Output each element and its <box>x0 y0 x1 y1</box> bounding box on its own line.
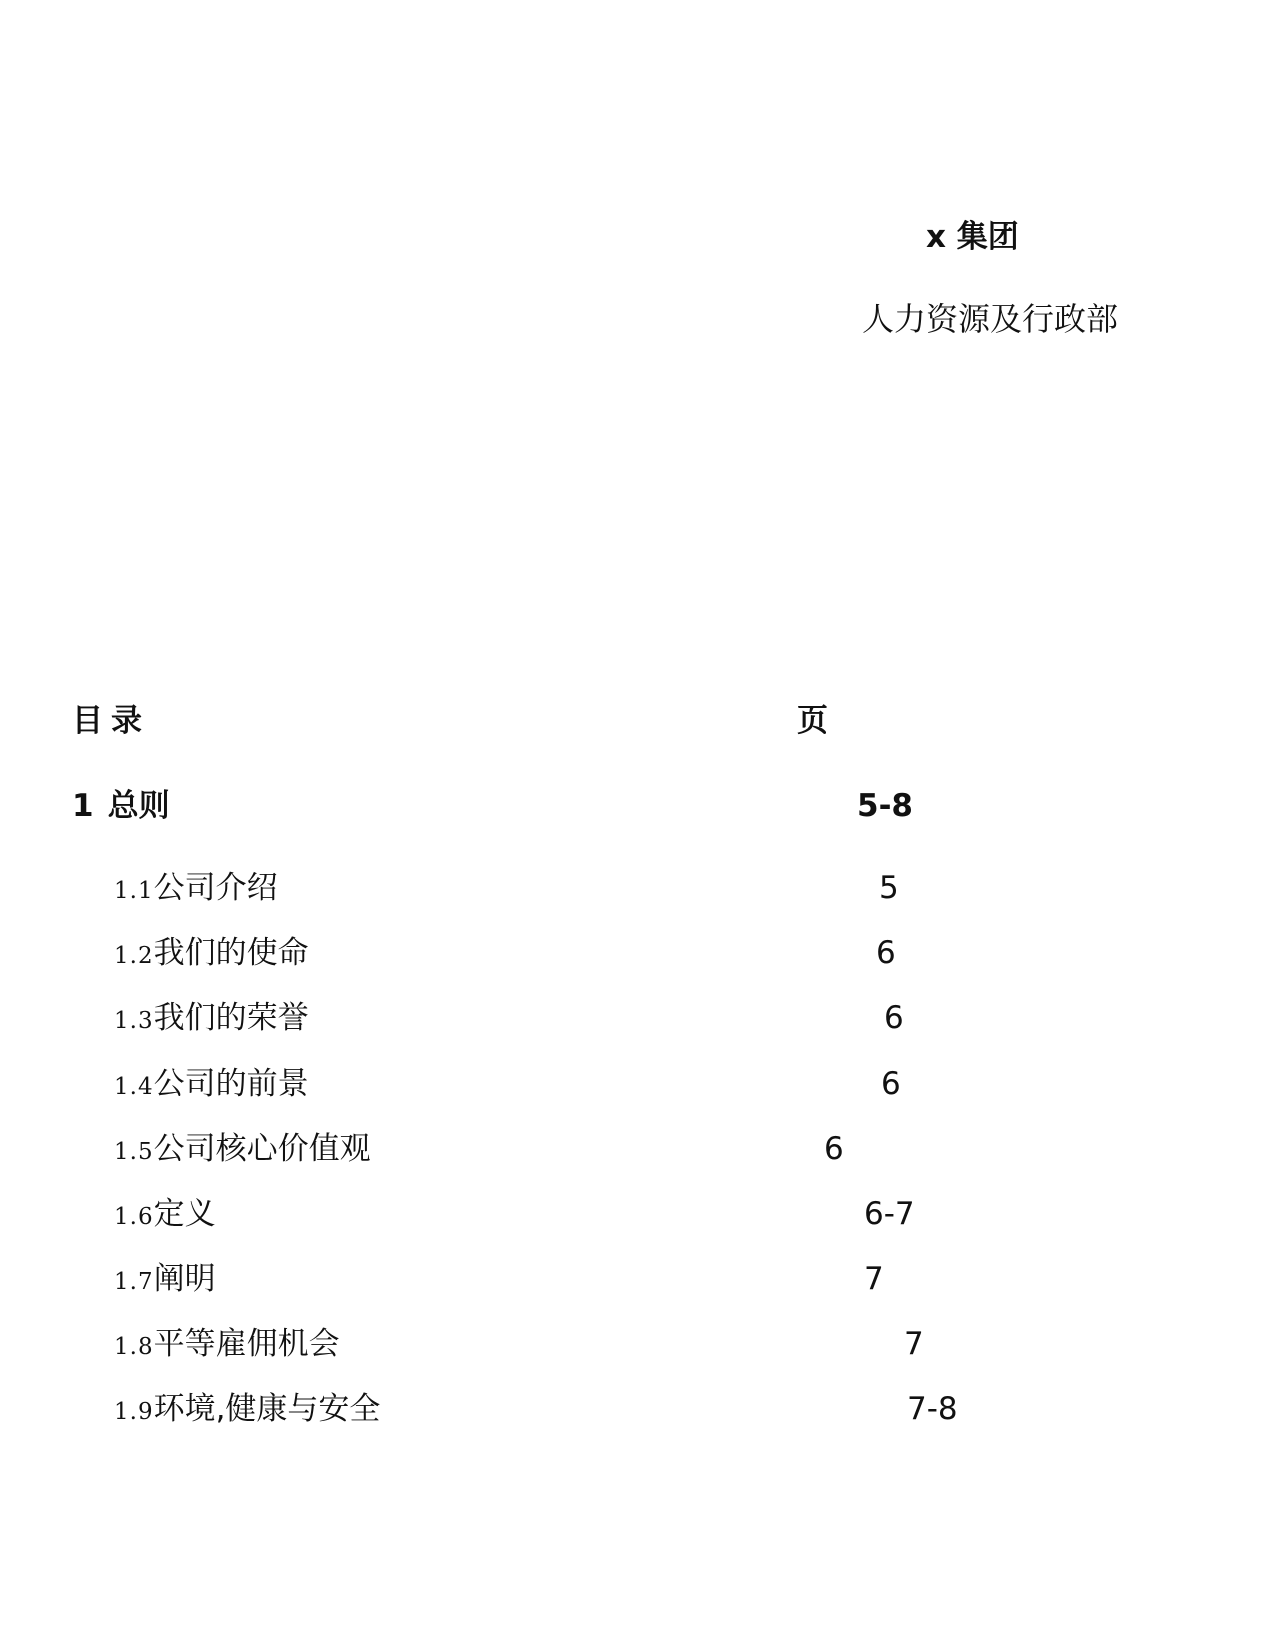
toc-item-page: 5 <box>879 870 899 906</box>
toc-item-page: 6 <box>824 1131 844 1167</box>
toc-item-title: 公司核心价值观 <box>153 1131 371 1167</box>
section-number: 1 <box>72 788 94 824</box>
toc-item-number: 1.3 <box>114 1008 154 1034</box>
toc-item-page: 7 <box>864 1261 884 1297</box>
toc-item[interactable] <box>114 1326 340 1362</box>
toc-item-page: 6 <box>876 935 896 971</box>
toc-item-page: 6-7 <box>864 1196 915 1232</box>
toc-item-title: 公司的前景 <box>153 1066 309 1102</box>
toc-title: 目录 <box>72 703 150 739</box>
toc-item-number: 1.8 <box>114 1334 154 1360</box>
toc-item-title: 定义 <box>153 1196 216 1232</box>
toc-item-title: 阐明 <box>153 1261 216 1297</box>
toc-item-title: 平等雇佣机会 <box>153 1326 340 1362</box>
toc-item-page: 7-8 <box>907 1391 958 1427</box>
toc-item-number: 1.6 <box>114 1204 154 1230</box>
toc-item[interactable] <box>114 935 309 971</box>
toc-item[interactable] <box>114 870 278 906</box>
toc-item-number: 1.7 <box>114 1269 154 1295</box>
toc-item-title: 我们的使命 <box>153 935 309 971</box>
department-name: 人力资源及行政部 <box>862 300 1119 338</box>
toc-item-number: 1.5 <box>114 1139 154 1165</box>
toc-section-pages: 5-8 <box>857 788 914 824</box>
toc-page-header: 页 <box>797 703 828 739</box>
section-title: 总则 <box>107 788 170 824</box>
toc-item-number: 1.2 <box>114 943 154 969</box>
toc-item-title: 环境,健康与安全 <box>153 1391 381 1427</box>
toc-item[interactable] <box>114 1066 309 1102</box>
toc-item[interactable] <box>114 1261 216 1297</box>
toc-item-page: 6 <box>884 1000 904 1036</box>
toc-item[interactable] <box>114 1131 371 1167</box>
toc-item[interactable] <box>114 1391 381 1427</box>
toc-item[interactable] <box>114 1196 216 1232</box>
toc-item-page: 7 <box>904 1326 924 1362</box>
toc-item[interactable] <box>114 1000 309 1036</box>
toc-item-number: 1.4 <box>114 1074 154 1100</box>
toc-item-page: 6 <box>881 1066 901 1102</box>
toc-item-title: 公司介绍 <box>153 870 278 906</box>
toc-item-title: 我们的荣誉 <box>153 1000 309 1036</box>
company-name: x 集团 <box>926 219 1019 255</box>
toc-item-number: 1.9 <box>114 1399 154 1425</box>
toc-section-title[interactable] <box>72 788 170 824</box>
toc-item-number: 1.1 <box>114 878 154 904</box>
